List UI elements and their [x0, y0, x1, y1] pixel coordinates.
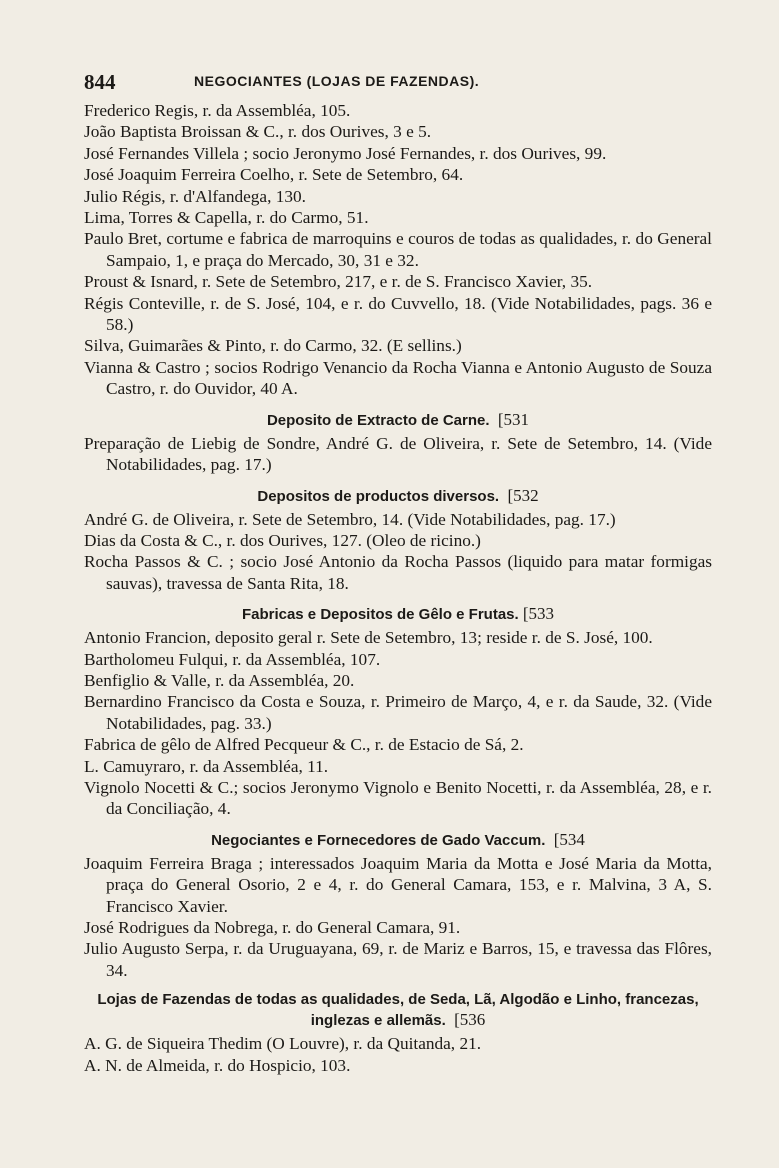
list-item: José Rodrigues da Nobrega, r. do General Camara, 91. — [84, 918, 461, 937]
section-heading — [84, 829, 712, 851]
list-item: Joaquim Ferreira Braga ; interessados Joaquim Maria da Motta e José Maria da Motta, praça do General Osorio, 2 e 4, r. do General Camara, 153, e r. Malvina, 3 A, S. Francisco Xavier. — [84, 853, 712, 916]
section-lojas-fazendas — [84, 990, 712, 1076]
list-item: Dias da Costa & C., r. dos Ourives, 127. (Oleo de ricino.) — [84, 530, 481, 550]
list-item: Fabrica de gêlo de Alfred Pecqueur & C., r. de Estacio de Sá, 2. — [84, 735, 524, 755]
page-number: 844 — [84, 70, 116, 94]
list-item: Antonio Francion, deposito geral r. Sete de Setembro, 13; reside r. de S. José, 100. — [84, 628, 653, 648]
section-title: Fabricas e Depositos de Gêlo e Frutas. — [241, 606, 519, 624]
section-number: [533 — [522, 604, 555, 624]
list-item: Rocha Passos & C. ; socio José Antonio da Rocha Passos (liquido para matar formigas sauvas), travessa de Santa Rita, 18. — [84, 552, 712, 593]
list-item: José Fernandes Villela ; socio Jeronymo José Fernandes, r. dos Ourives, 99. — [84, 143, 607, 163]
list-item: Frederico Regis, r. da Assembléa, 105. — [84, 101, 351, 120]
section-number: [536 — [454, 1010, 486, 1030]
section-heading — [84, 603, 712, 625]
list-item: A. G. de Siqueira Thedim (O Louvre), r. da Quitanda, 21. — [84, 1034, 482, 1054]
section-number: [531 — [497, 409, 530, 429]
list-item: Silva, Guimarães & Pinto, r. do Carmo, 32. (E sellins.) — [84, 336, 462, 356]
list-item: Julio Régis, r. d'Alfandega, 130. — [84, 186, 306, 206]
section-gelo-frutas — [84, 603, 712, 820]
list-item: A. N. de Almeida, r. do Hospicio, 103. — [84, 1055, 351, 1075]
list-item: Régis Conteville, r. de S. José, 104, e r. do Cuvvello, 18. (Vide Notabilidades, pags. 36 e 58.) — [84, 293, 712, 335]
list-item: Vignolo Nocetti & C.; socios Jeronymo Vignolo e Benito Nocetti, r. da Assembléa, 28, e r. da Conciliação, 4. — [84, 777, 712, 819]
list-item: Lima, Torres & Capella, r. do Carmo, 51. — [84, 208, 369, 228]
list-item: Julio Augusto Serpa, r. da Uruguayana, 69, r. de Mariz e Barros, 15, e travessa das Flôres, 34. — [84, 939, 712, 980]
section-number: [534 — [553, 829, 585, 849]
section-title: Depositos de productos diversos. — [257, 487, 500, 505]
list-item: José Joaquim Ferreira Coelho, r. Sete de Setembro, 64. — [84, 165, 464, 185]
section-gado-vaccum — [84, 829, 712, 981]
running-title: NEGOCIANTES (LOJAS DE FAZENDAS). — [194, 73, 480, 89]
list-item: Paulo Bret, cortume e fabrica de marroquins e couros de todas as qualidades, r. do General Sampaio, 1, e praça do Mercado, 30, 31 e 32. — [84, 229, 712, 270]
section-heading — [84, 485, 712, 507]
section-title: Deposito de Extracto de Carne. — [266, 411, 490, 429]
list-item: Bartholomeu Fulqui, r. da Assembléa, 107. — [84, 649, 381, 669]
list-item: Proust & Isnard, r. Sete de Setembro, 217, e r. de S. Francisco Xavier, 35. — [84, 272, 593, 292]
section-heading — [84, 990, 712, 1031]
list-item: Bernardino Francisco da Costa e Souza, r. Primeiro de Março, 4, e r. da Saude, 32. (Vide Notabilidades, pag. 33.) — [84, 692, 712, 733]
section-continuation — [84, 100, 712, 400]
list-item: Benfiglio & Valle, r. da Assembléa, 20. — [84, 670, 355, 690]
section-title: Negociantes e Fornecedores de Gado Vaccum. — [211, 831, 546, 849]
list-item: Preparação de Liebig de Sondre, André G. de Oliveira, r. Sete de Setembro, 14. (Vide Notabilidades, pag. 17.) — [84, 433, 712, 475]
list-item: Vianna & Castro ; socios Rodrigo Venancio da Rocha Vianna e Antonio Augusto de Souza Castro, r. do Ouvidor, 40 A. — [84, 357, 712, 399]
list-item: L. Camuyraro, r. da Assembléa, 11. — [84, 756, 329, 776]
section-title: Lojas de Fazendas de todas as qualidades, de Seda, Lã, Algodão e Linho, francezas, inglezas e allemãs. — [97, 991, 699, 1030]
list-item: André G. de Oliveira, r. Sete de Setembro, 14. (Vide Notabilidades, pag. 17.) — [84, 509, 616, 529]
section-number: [532 — [507, 485, 539, 505]
section-heading — [84, 409, 712, 431]
section-extracto-carne — [84, 409, 712, 476]
page-header — [84, 70, 684, 96]
directory-listing — [84, 100, 712, 1076]
list-item: João Baptista Broissan & C., r. dos Ourives, 3 e 5. — [84, 122, 432, 142]
section-productos-diversos — [84, 485, 712, 595]
